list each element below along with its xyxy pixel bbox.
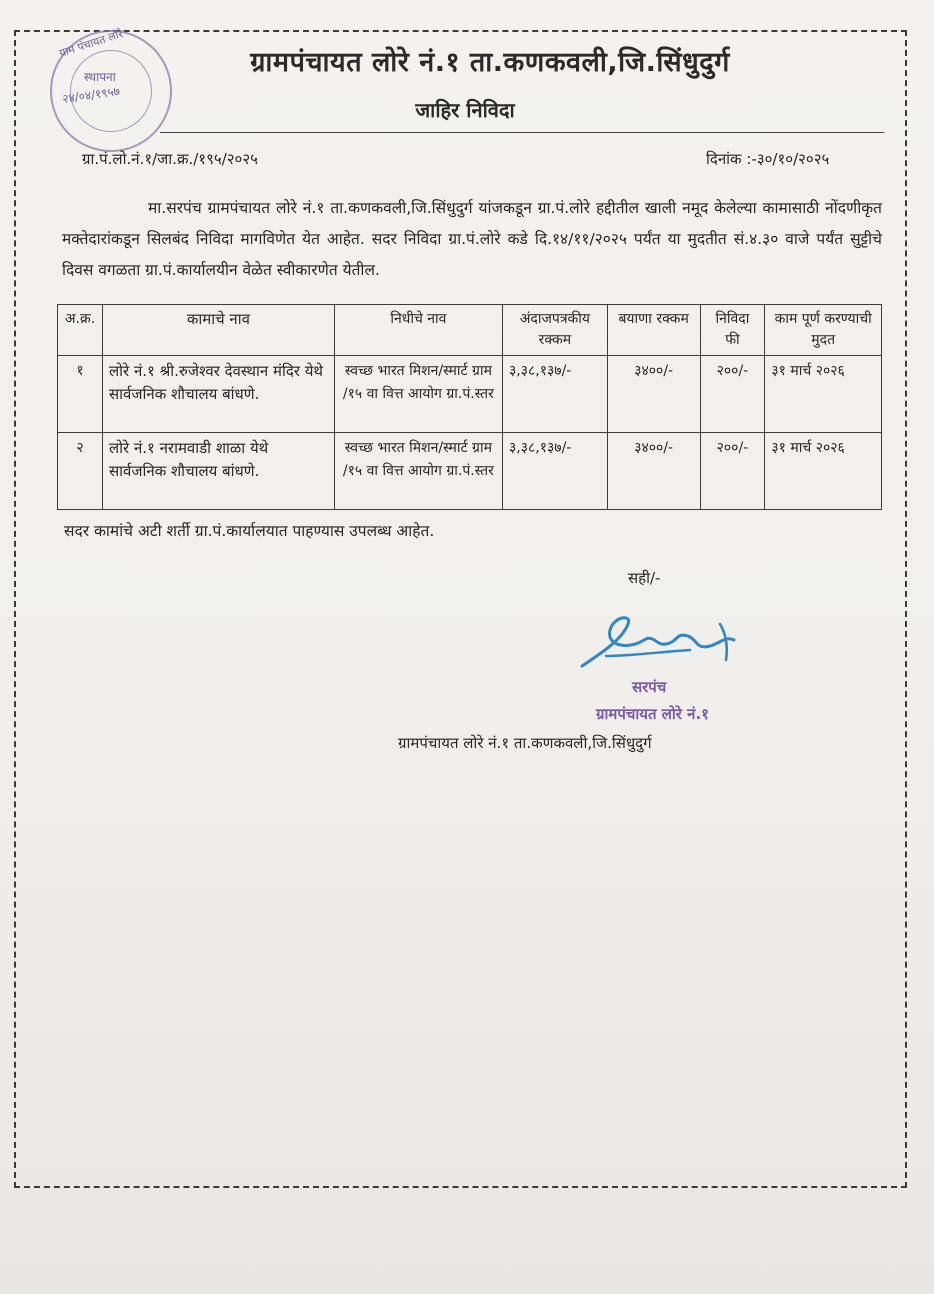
col-header-fund: निधीचे नाव — [334, 305, 502, 356]
table-row — [58, 356, 882, 433]
terms-note: सदर कामांचे अटी शर्ती ग्रा.पं.कार्यालयात पाहण्यास उपलब्ध आहेत. — [64, 522, 435, 540]
signer-office: ग्रामपंचायत लोरे नं.१ ता.कणकवली,जि.सिंधुदुर्ग — [398, 734, 652, 752]
notice-paragraph-text: मा.सरपंच ग्रामपंचायत लोरे नं.१ ता.कणकवली,जि.सिंधुदुर्ग यांजकडून ग्रा.पं.लोरे हद्दीतील खाली नमूद केलेल्या कामासाठी नोंदणीकृत मक्तेदारांकडून सिलबंद निविदा मागविणेत येत आहेत. सदर निविदा ग्रा.पं.लोरे कडे दि.१४/११/२०२५ पर्यंत या मुदतीत सं.४.३० वाजे पर्यंत सुट्टीचे दिवस वगळता ग्रा.पं.कार्यालयीन वेळेत स्वीकारणेत येतील. — [62, 199, 882, 279]
cell-estimate: ३,३८,१३७/- — [502, 356, 607, 433]
signature-image — [570, 606, 750, 680]
signed-label: सही/- — [628, 569, 661, 587]
table-header-row — [58, 305, 882, 356]
cell-fee: २००/- — [700, 433, 765, 510]
seal-ring-text: ग्राम पंचायत लोरे — [57, 27, 125, 60]
table-row — [58, 433, 882, 510]
cell-duration: ३१ मार्च २०२६ — [765, 356, 882, 433]
cell-deposit: ३४००/- — [607, 356, 700, 433]
page-subtitle: जाहिर निविदा — [415, 98, 515, 122]
title-divider — [160, 132, 884, 133]
notice-date: दिनांक :-३०/१०/२०२५ — [706, 150, 830, 168]
col-header-duration: काम पूर्ण करण्याची मुदत — [765, 305, 882, 356]
cell-estimate: ३,३८,१३७/- — [502, 433, 607, 510]
notice-paragraph — [62, 193, 882, 286]
col-header-sr: अ.क्र. — [58, 305, 103, 356]
cell-fee: २००/- — [700, 356, 765, 433]
cell-sr: २ — [58, 433, 103, 510]
col-header-fee: निविदा फी — [700, 305, 765, 356]
cell-fund: स्वच्छ भारत मिशन/स्मार्ट ग्राम /१५ वा वित्त आयोग ग्रा.पं.स्तर — [334, 356, 502, 433]
col-header-deposit: बयाणा रक्कम — [607, 305, 700, 356]
cell-deposit: ३४००/- — [607, 433, 700, 510]
stamp-designation: सरपंच — [632, 678, 667, 696]
seal-center-date: २४/०४/१९५७ — [61, 84, 121, 106]
reference-number: ग्रा.पं.लो.नं.१/जा.क्र./१९५/२०२५ — [82, 150, 258, 168]
cell-work: लोरे नं.१ नरामवाडी शाळा येथे सार्वजनिक शौचालय बांधणे. — [102, 433, 334, 510]
col-header-work: कामाचे नाव — [102, 305, 334, 356]
seal-center-label: स्थापना — [84, 70, 116, 84]
col-header-estimate: अंदाजपत्रकीय रक्कम — [502, 305, 607, 356]
tender-table — [57, 304, 882, 510]
stamp-office: ग्रामपंचायत लोरे नं.१ — [596, 705, 709, 723]
cell-work: लोरे नं.१ श्री.रुजेश्वर देवस्थान मंदिर येथे सार्वजनिक शौचालय बांधणे. — [102, 356, 334, 433]
cell-duration: ३१ मार्च २०२६ — [765, 433, 882, 510]
page-title: ग्रामपंचायत लोरे नं.१ ता.कणकवली,जि.सिंधुदुर्ग — [250, 47, 730, 78]
cell-fund: स्वच्छ भारत मिशन/स्मार्ट ग्राम /१५ वा वित्त आयोग ग्रा.पं.स्तर — [334, 433, 502, 510]
cell-sr: १ — [58, 356, 103, 433]
